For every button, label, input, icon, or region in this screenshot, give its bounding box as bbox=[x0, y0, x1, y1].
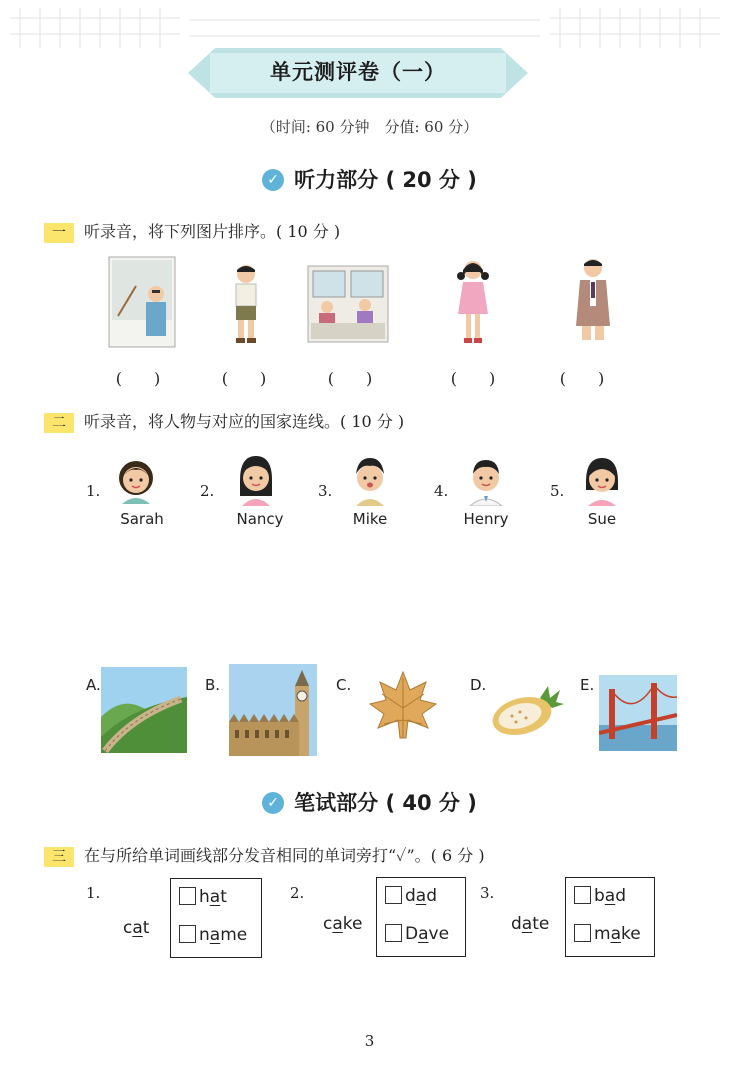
question-number-badge: 二 bbox=[44, 413, 74, 433]
henry-avatar bbox=[462, 452, 510, 506]
writing-section-title: 笔试部分 ( 40 分 ) bbox=[294, 791, 477, 815]
listening-section-heading bbox=[0, 164, 739, 194]
person-number-5: 5. bbox=[550, 482, 565, 500]
person-name-sue: Sue bbox=[587, 510, 617, 528]
person-name-henry: Henry bbox=[463, 510, 509, 528]
question-1-text: 听录音，将下列图片排序。( 10 分 ) bbox=[84, 222, 341, 241]
person-number-2: 2. bbox=[200, 482, 215, 500]
boy-standing-picture bbox=[226, 262, 266, 346]
classroom-picture bbox=[307, 265, 389, 343]
mike-avatar bbox=[346, 450, 394, 506]
q3-option-1a[interactable]: hat bbox=[179, 887, 227, 911]
place-label-e: E. bbox=[580, 676, 595, 694]
answer-blank-3[interactable]: ( ) bbox=[327, 369, 373, 388]
q3-item-number-3: 3. bbox=[480, 884, 495, 902]
question-3 bbox=[44, 843, 485, 867]
big-ben-picture bbox=[229, 664, 317, 756]
top-decorative-pattern bbox=[0, 0, 739, 52]
teacher-board-picture bbox=[108, 256, 176, 348]
maple-leaf-picture bbox=[366, 668, 440, 742]
checkbox-icon[interactable] bbox=[385, 924, 402, 942]
place-label-b: B. bbox=[205, 676, 221, 694]
check-circle-icon: ✓ bbox=[262, 169, 284, 191]
girl-standing-picture bbox=[452, 258, 494, 348]
place-label-c: C. bbox=[336, 676, 352, 694]
q3-options-box-3 bbox=[565, 877, 655, 957]
person-number-1: 1. bbox=[86, 482, 101, 500]
question-number-badge: 一 bbox=[44, 223, 74, 243]
q3-option-2a[interactable]: dad bbox=[385, 886, 437, 910]
q3-option-1b[interactable]: name bbox=[179, 925, 247, 949]
question-number-badge: 三 bbox=[44, 847, 74, 867]
q3-given-word-1: cat bbox=[123, 918, 150, 938]
q3-item-number-1: 1. bbox=[86, 884, 101, 902]
person-name-sarah: Sarah bbox=[120, 510, 164, 528]
person-name-mike: Mike bbox=[352, 510, 388, 528]
pineapple-picture bbox=[490, 684, 564, 736]
q3-option-2b[interactable]: Dave bbox=[385, 924, 449, 948]
answer-blank-4[interactable]: ( ) bbox=[450, 369, 496, 388]
sarah-avatar bbox=[112, 452, 160, 504]
q3-option-3a[interactable]: bad bbox=[574, 886, 626, 910]
exam-info: （时间: 60 分钟 分值: 60 分） bbox=[260, 118, 479, 136]
checkbox-icon[interactable] bbox=[574, 886, 591, 904]
person-number-3: 3. bbox=[318, 482, 333, 500]
great-wall-picture bbox=[101, 667, 187, 753]
q3-option-3b[interactable]: make bbox=[574, 924, 641, 948]
man-standing-picture bbox=[568, 256, 618, 342]
person-number-4: 4. bbox=[434, 482, 449, 500]
checkbox-icon[interactable] bbox=[179, 925, 196, 943]
q3-given-word-3: date bbox=[511, 914, 550, 934]
answer-blank-2[interactable]: ( ) bbox=[221, 369, 267, 388]
q3-options-box-1 bbox=[170, 878, 262, 958]
sue-avatar bbox=[578, 452, 626, 506]
person-name-nancy: Nancy bbox=[236, 510, 284, 528]
check-circle-icon: ✓ bbox=[262, 792, 284, 814]
checkbox-icon[interactable] bbox=[385, 886, 402, 904]
question-3-text: 在与所给单词画线部分发音相同的单词旁打“✓”。( 6 分 ) bbox=[84, 846, 485, 865]
title-banner bbox=[188, 48, 528, 98]
listening-section-title: 听力部分 ( 20 分 ) bbox=[294, 168, 477, 192]
answer-blank-1[interactable]: ( ) bbox=[115, 369, 161, 388]
nancy-avatar bbox=[232, 450, 280, 506]
place-label-a: A. bbox=[86, 676, 101, 694]
question-1 bbox=[44, 219, 340, 243]
question-2 bbox=[44, 409, 404, 433]
checkbox-icon[interactable] bbox=[179, 887, 196, 905]
q3-given-word-2: cake bbox=[323, 914, 363, 934]
q3-options-box-2 bbox=[376, 877, 466, 957]
writing-section-heading bbox=[0, 787, 739, 817]
place-label-d: D. bbox=[470, 676, 487, 694]
q3-item-number-2: 2. bbox=[290, 884, 305, 902]
page-number: 3 bbox=[364, 1032, 375, 1050]
page-title: 单元测评卷（一） bbox=[270, 60, 446, 84]
answer-blank-5[interactable]: ( ) bbox=[559, 369, 605, 388]
checkbox-icon[interactable] bbox=[574, 924, 591, 942]
question-2-text: 听录音，将人物与对应的国家连线。( 10 分 ) bbox=[84, 412, 405, 431]
golden-gate-bridge-picture bbox=[599, 675, 677, 751]
